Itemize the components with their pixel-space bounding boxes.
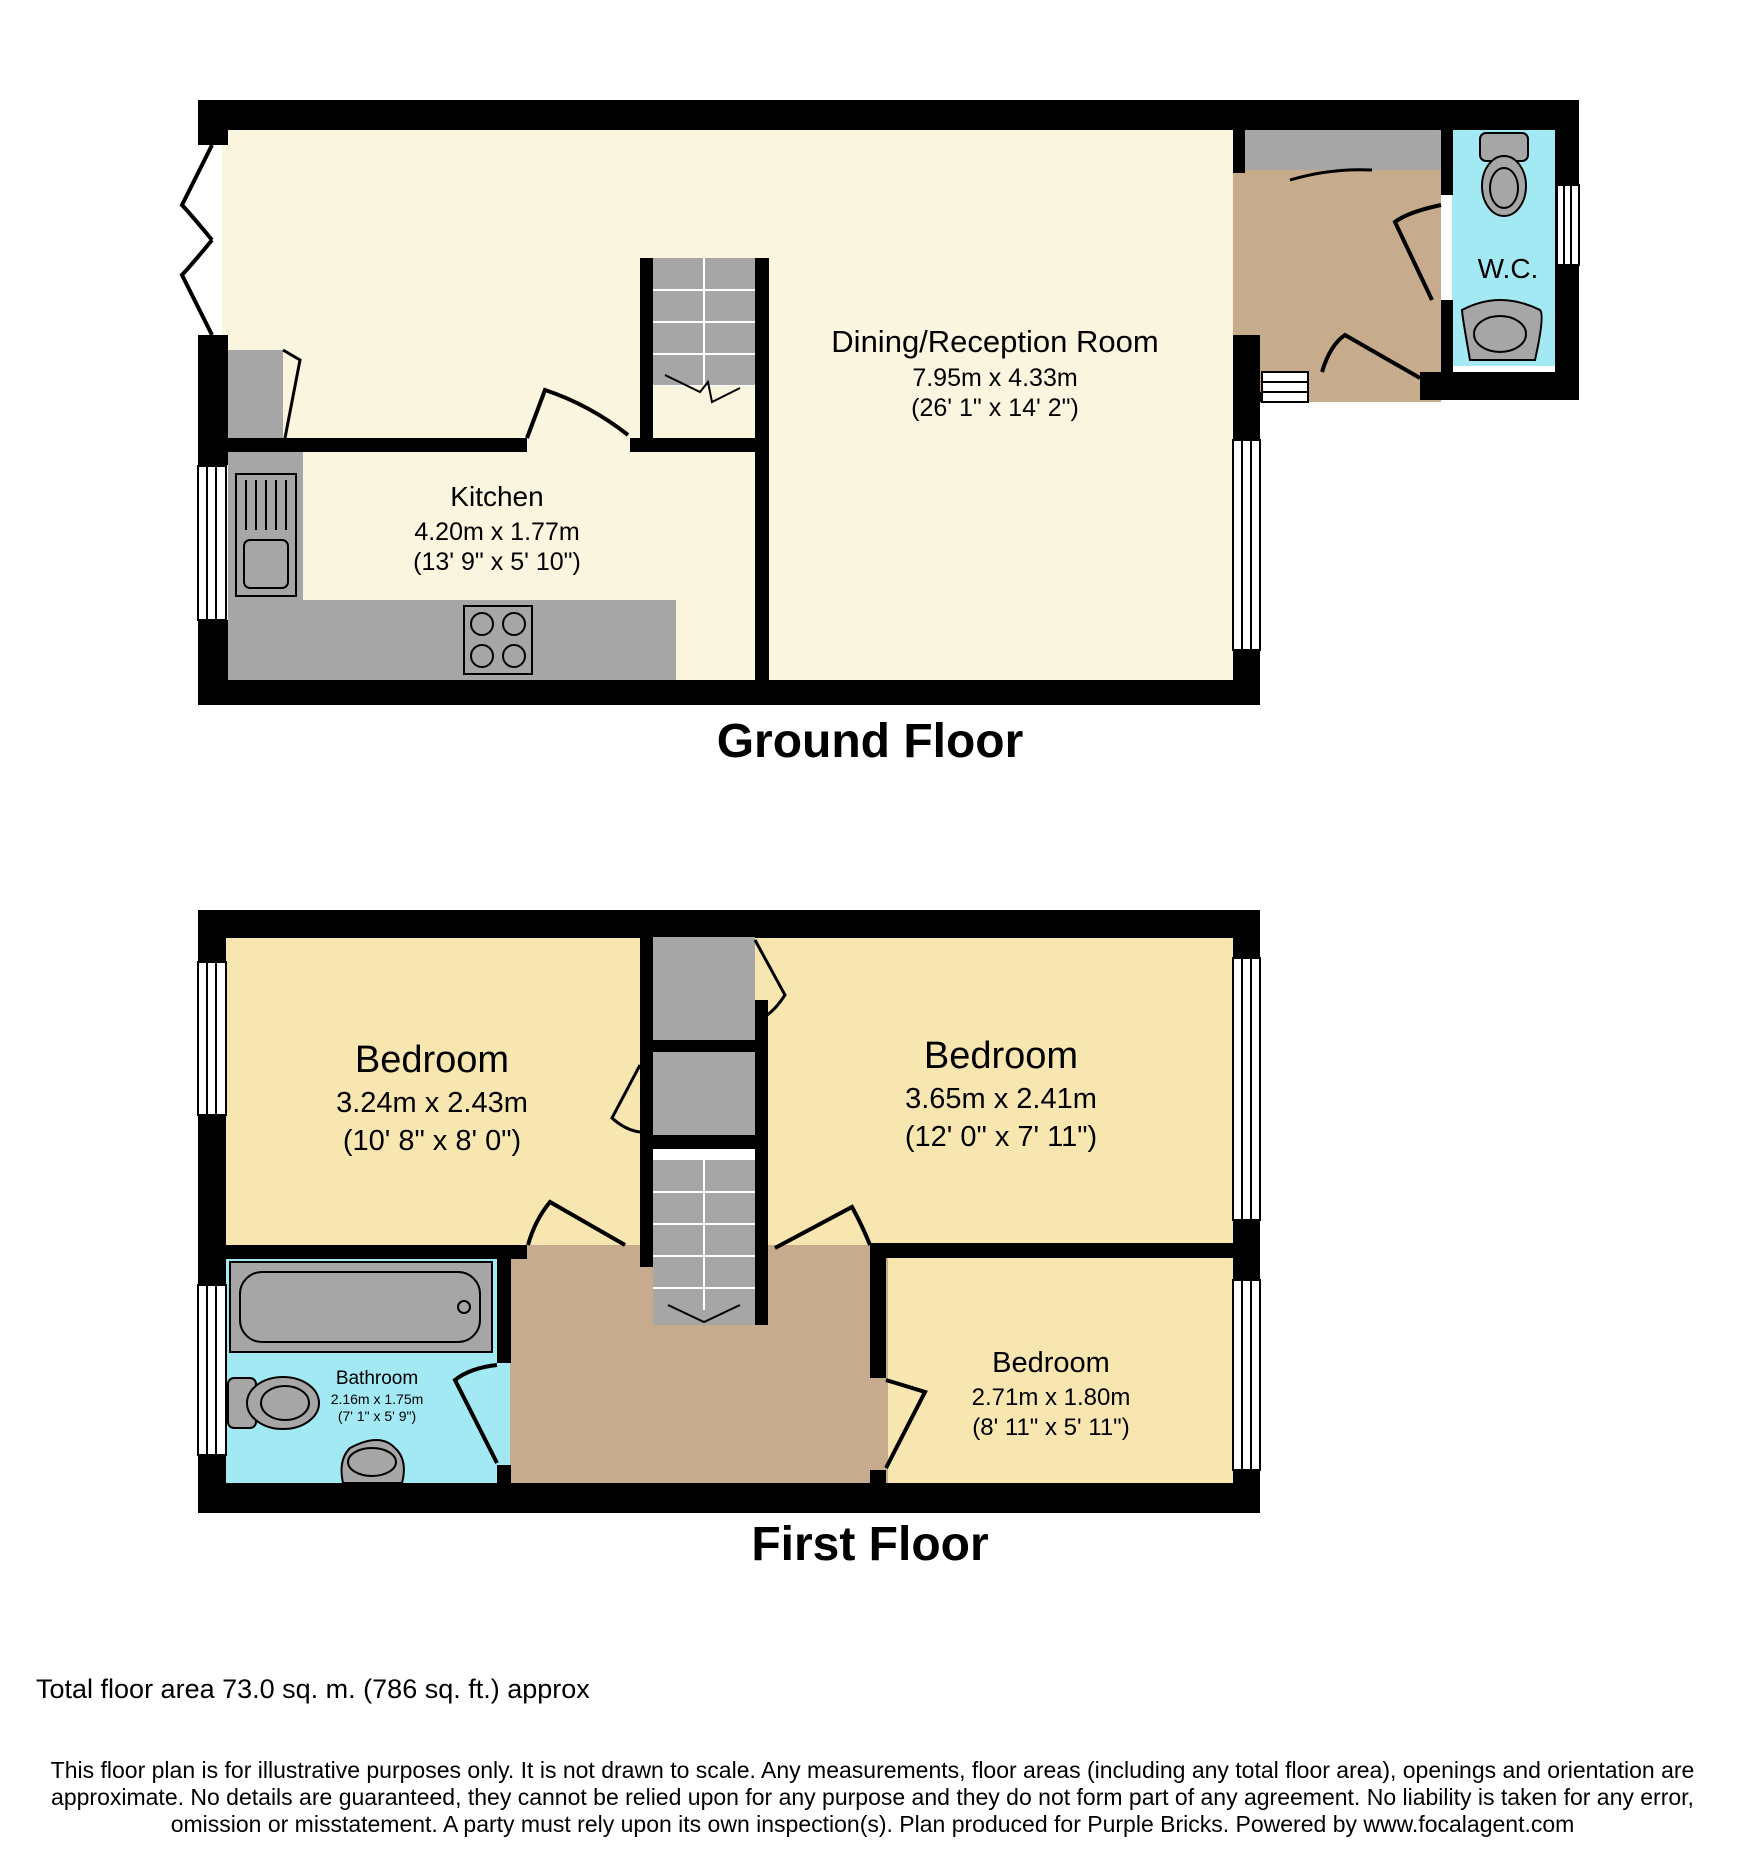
bedroom-2-name: Bedroom bbox=[923, 1035, 1079, 1077]
bedroom-3-left-wall bbox=[870, 1243, 886, 1378]
bathroom-right-wall-low bbox=[497, 1465, 511, 1485]
hall-cupboard bbox=[1245, 130, 1441, 170]
stair-left-wall bbox=[640, 258, 653, 438]
bedroom-2-size-imperial: (12' 0" x 7' 11") bbox=[904, 1121, 1098, 1153]
hall-bottom-wall bbox=[1233, 392, 1264, 402]
wc-left-wall-upper bbox=[1441, 130, 1453, 195]
dining-window bbox=[1233, 440, 1260, 650]
staircase-first bbox=[653, 1160, 755, 1325]
hob-icon bbox=[464, 606, 532, 674]
kitchen-size-metric: 4.20m x 1.77m bbox=[414, 518, 580, 546]
dining-room-size-imperial: (26' 1" x 14' 2") bbox=[911, 394, 1079, 422]
gf-right-wall-lower bbox=[1233, 650, 1260, 705]
bedroom-2-window bbox=[1233, 958, 1260, 1220]
ff-bottom-wall bbox=[198, 1483, 1260, 1513]
ff-left-wall-bottom bbox=[198, 1455, 226, 1513]
kitchen-window bbox=[198, 466, 226, 620]
bathroom-top-wall bbox=[222, 1245, 527, 1259]
total-floor-area: Total floor area 73.0 sq. m. (786 sq. ft.) approx bbox=[36, 1674, 590, 1704]
ff-top-wall bbox=[198, 910, 1260, 938]
hall-window bbox=[1262, 372, 1308, 402]
kitchen-name: Kitchen bbox=[450, 481, 544, 512]
wc-left-wall-lower bbox=[1441, 300, 1453, 400]
bathroom-toilet-icon bbox=[228, 1377, 319, 1429]
basin-icon bbox=[1462, 300, 1542, 360]
ff-right-wall-top bbox=[1233, 910, 1260, 958]
bedroom-3-name: Bedroom bbox=[992, 1347, 1110, 1379]
ground-floor-title: Ground Floor bbox=[716, 715, 1024, 768]
kitchen-right-wall bbox=[755, 258, 769, 682]
bedroom-1-name: Bedroom bbox=[354, 1039, 510, 1081]
sink-icon bbox=[236, 474, 296, 596]
bathroom-size-imperial: (7' 1" x 5' 9") bbox=[337, 1408, 417, 1424]
kitchen-top-wall-right bbox=[630, 438, 758, 452]
bedroom-1-window bbox=[198, 962, 226, 1115]
dining-room-name: Dining/Reception Room bbox=[831, 324, 1159, 359]
bedroom-2-size-metric: 3.65m x 2.41m bbox=[905, 1083, 1097, 1115]
bedroom-3-size-metric: 2.71m x 1.80m bbox=[971, 1384, 1131, 1411]
staircase-ground bbox=[653, 258, 755, 418]
bathroom-size-metric: 2.16m x 1.75m bbox=[330, 1391, 424, 1407]
bedroom-1-size-metric: 3.24m x 2.43m bbox=[336, 1087, 528, 1119]
bathroom-right-wall bbox=[497, 1245, 511, 1363]
gf-right-wall-mid bbox=[1233, 335, 1260, 440]
gf-top-wall bbox=[198, 100, 1579, 130]
stair-bottom-wall bbox=[640, 1245, 653, 1255]
stair-left-wall-ff bbox=[640, 937, 653, 1267]
bedroom-3-window bbox=[1233, 1280, 1260, 1470]
wc-window bbox=[1557, 185, 1579, 265]
wc-name: W.C. bbox=[1477, 253, 1539, 284]
gf-hall-left-wall bbox=[1233, 130, 1245, 173]
bedroom-1-size-imperial: (10' 8" x 8' 0") bbox=[342, 1125, 522, 1157]
french-doors bbox=[182, 145, 212, 335]
toilet-icon bbox=[1480, 133, 1528, 216]
first-floor-plan bbox=[198, 910, 1260, 1571]
cupboard-lower bbox=[653, 1052, 755, 1135]
ff-left-wall-mid bbox=[198, 1115, 226, 1285]
bathroom-window bbox=[198, 1285, 226, 1455]
kitchen-top-wall-left bbox=[222, 438, 527, 452]
cupboard-upper bbox=[653, 937, 755, 1040]
kitchen-size-imperial: (13' 9" x 5' 10") bbox=[413, 548, 581, 576]
bathroom-basin-icon bbox=[342, 1440, 404, 1483]
gf-bottom-wall bbox=[198, 680, 1260, 705]
bedroom-3-top-wall bbox=[870, 1243, 1235, 1258]
bedroom-3-left-wall-low bbox=[870, 1470, 886, 1485]
disclaimer-text: This floor plan is for illustrative purposes only. It is not drawn to scale. Any measurements, floor areas (including any total floor area), openings and orientation are approximate. No details are guaranteed, they cannot be relied upon for any purpose and they do not form part of any agreement. No liability is taken for any error, omission or misstatement. A party must rely upon its own inspection(s). Plan produced for Purple Bricks. Powered by www.focalagent.com bbox=[50, 1757, 1695, 1837]
gf-left-wall-upper bbox=[198, 100, 228, 145]
ff-right-wall-bottom bbox=[1233, 1470, 1260, 1513]
ff-right-wall-mid bbox=[1233, 1220, 1260, 1280]
cupboard-divider-1 bbox=[640, 1040, 755, 1052]
stair-right-wall-ff bbox=[755, 1000, 768, 1325]
bathroom-name: Bathroom bbox=[335, 1368, 419, 1389]
ff-left-wall-top bbox=[198, 910, 226, 962]
dining-room-size-metric: 7.95m x 4.33m bbox=[912, 364, 1078, 392]
bath-icon bbox=[230, 1262, 492, 1352]
ground-floor-plan bbox=[182, 100, 1579, 768]
cupboard-divider-2 bbox=[640, 1135, 755, 1149]
first-floor-title: First Floor bbox=[751, 1518, 989, 1571]
bedroom-3-size-imperial: (8' 11" x 5' 11") bbox=[972, 1414, 1130, 1441]
